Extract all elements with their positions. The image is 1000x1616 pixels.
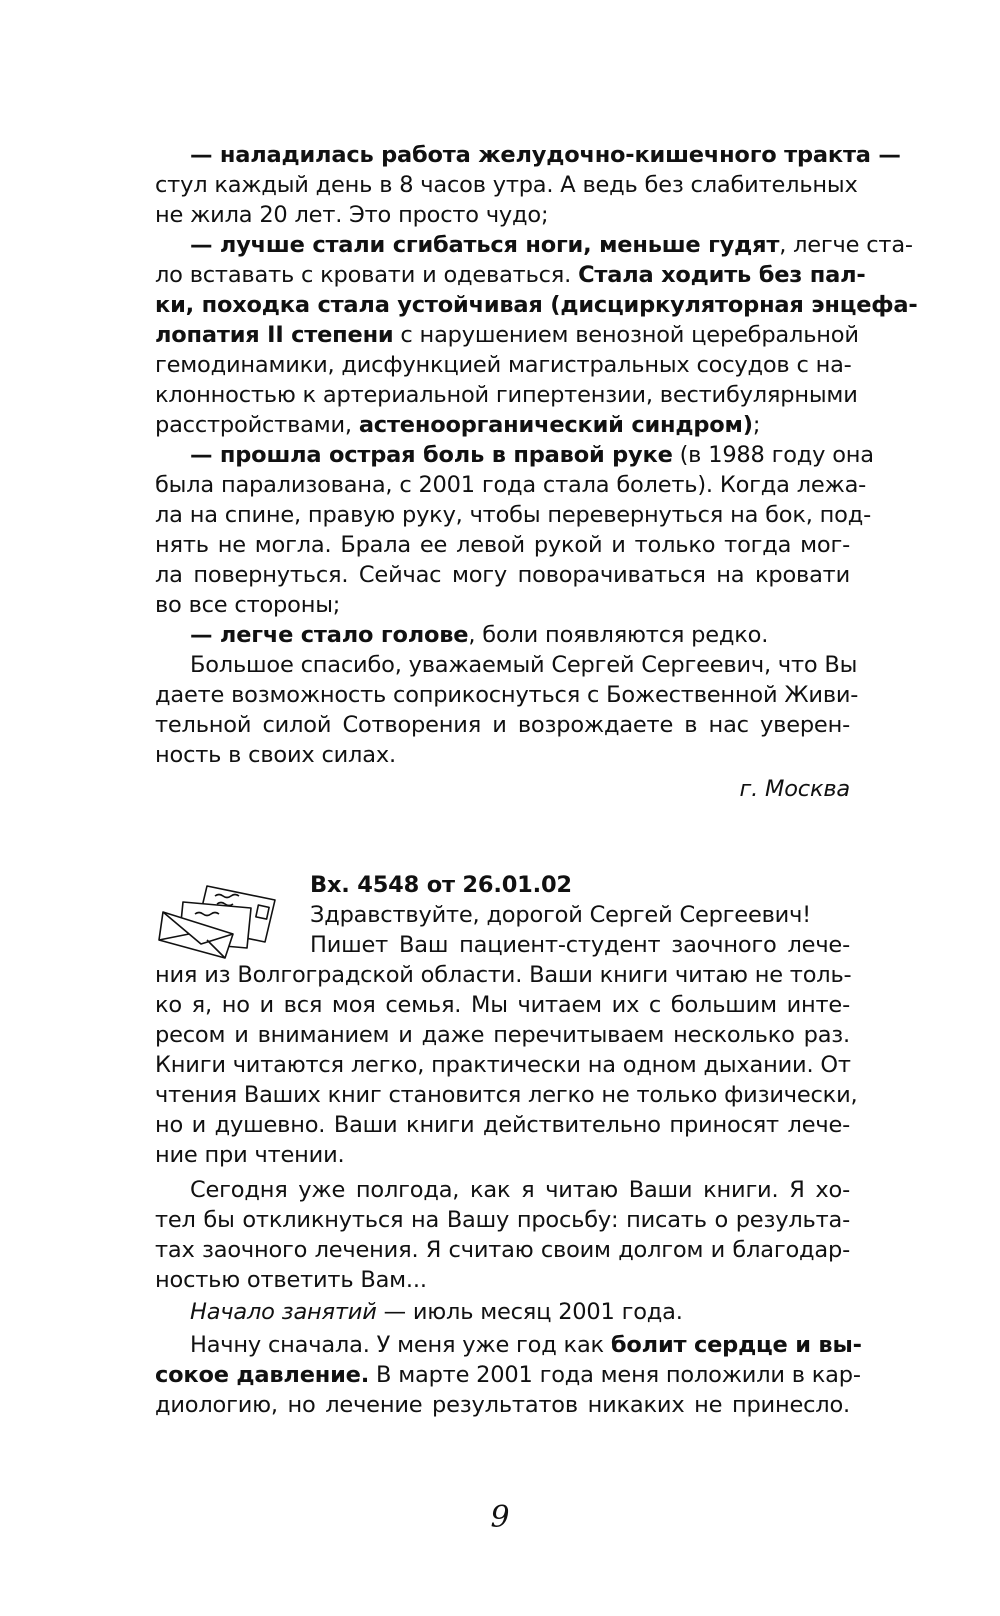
text-line — [155, 350, 850, 380]
text-line — [155, 1080, 858, 1110]
text-line — [155, 740, 850, 770]
text-segment: чтения Ваших книг становится легко не только физически, — [155, 1082, 858, 1108]
text-line — [190, 1175, 850, 1205]
text-segment: В марте 2001 года меня положили в кар- — [369, 1362, 861, 1388]
text-segment: с нарушением венозной церебральной — [393, 322, 859, 348]
text-segment: Большое спасибо, уважаемый Сергей Сергеевич, что Вы — [190, 652, 858, 678]
text-segment: ния из Волгоградской области. Ваши книги читаю не толь- — [155, 962, 852, 988]
text-line — [155, 960, 850, 990]
text-segment: ностью ответить Вам... — [155, 1267, 427, 1293]
text-line — [155, 1205, 850, 1235]
text-segment: Начну сначала. У меня уже год как — [190, 1332, 611, 1358]
text-line — [155, 470, 867, 500]
text-segment: — прошла острая боль в правой руке — [190, 442, 673, 468]
text-line — [155, 170, 858, 200]
text-segment: ние при чтении. — [155, 1142, 345, 1168]
text-segment: Начало занятий — [190, 1299, 377, 1325]
text-line — [155, 1265, 850, 1295]
text-line — [190, 620, 850, 650]
text-line — [310, 900, 850, 930]
text-segment: Вх. 4548 от 26.01.02 — [310, 872, 572, 898]
text-line — [190, 1330, 862, 1360]
text-segment: лопатия II степени — [155, 322, 394, 348]
text-segment: диологию, но лечение результатов никаких не принесло. — [155, 1392, 850, 1418]
text-segment: ность в своих силах. — [155, 742, 396, 768]
text-line — [190, 650, 858, 680]
text-line — [155, 1050, 850, 1080]
text-segment: ки, походка стала устойчивая (дисциркуляторная энцефа- — [155, 292, 918, 318]
text-line — [190, 140, 901, 170]
text-segment: даете возможность соприкоснуться с Божественной Живи- — [155, 682, 859, 708]
text-segment: (в 1988 году она — [672, 442, 874, 468]
page-number: 9 — [490, 1500, 510, 1535]
text-line — [155, 590, 850, 620]
text-segment: Сегодня уже полгода, как я читаю Ваши книги. Я хо- — [190, 1177, 850, 1203]
text-segment: — наладилась работа желудочно-кишечного тракта — — [190, 142, 901, 168]
text-segment: Стала ходить без пал- — [578, 262, 866, 288]
text-segment: во все стороны; — [155, 592, 341, 618]
text-segment: болит сердце и вы- — [610, 1332, 862, 1358]
text-segment: — легче стало голове — [190, 622, 469, 648]
text-line — [155, 560, 850, 590]
text-line — [155, 1020, 850, 1050]
text-line — [155, 1140, 850, 1170]
text-line — [155, 200, 850, 230]
text-segment: Здравствуйте, дорогой Сергей Сергеевич! — [310, 902, 811, 928]
text-line — [155, 680, 859, 710]
text-segment: стул каждый день в 8 часов утра. А ведь без слабительных — [155, 172, 858, 198]
signature-city — [155, 774, 850, 804]
letter-header — [310, 870, 850, 900]
text-line — [155, 990, 850, 1020]
text-segment: — лучше стали сгибаться ноги, меньше гудят — [190, 232, 780, 258]
text-line — [155, 1390, 850, 1420]
text-line — [155, 1110, 850, 1140]
text-segment: клонностью к артериальной гипертензии, вестибулярными — [155, 382, 858, 408]
text-segment: , боли появляются редко. — [468, 622, 769, 648]
text-segment: , легче ста- — [779, 232, 913, 258]
text-segment: нять не могла. Брала ее левой рукой и только тогда мог- — [155, 532, 850, 558]
text-line — [155, 290, 918, 320]
text-line — [155, 710, 850, 740]
text-segment: ; — [752, 412, 761, 438]
text-line — [155, 530, 850, 560]
text-line — [190, 440, 874, 470]
text-segment: расстройствами, — [155, 412, 359, 438]
text-segment: Книги читаются легко, практически на одном дыхании. От — [155, 1052, 851, 1078]
text-line — [190, 1297, 850, 1327]
text-line — [155, 410, 850, 440]
text-segment: тел бы откликнуться на Вашу просьбу: писать о результа- — [155, 1207, 850, 1233]
text-segment: ресом и вниманием и даже перечитываем несколько раз. — [155, 1022, 850, 1048]
text-line — [155, 380, 858, 410]
text-segment: ла повернуться. Сейчас могу поворачиваться на кровати — [155, 562, 850, 588]
text-segment: не жила 20 лет. Это просто чудо; — [155, 202, 549, 228]
text-segment: Пишет Ваш пациент-студент заочного лече- — [310, 932, 850, 958]
text-segment: но и душевно. Ваши книги действительно приносят лече- — [155, 1112, 850, 1138]
text-line — [155, 500, 872, 530]
text-segment: тах заочного лечения. Я считаю своим долгом и благодар- — [155, 1237, 850, 1263]
text-segment: гемодинамики, дисфункцией магистральных сосудов с на- — [155, 352, 852, 378]
text-line — [190, 230, 913, 260]
text-line — [155, 1235, 850, 1265]
text-segment: сокое давление. — [155, 1362, 370, 1388]
text-segment: тельной силой Сотворения и возрождаете в нас уверен- — [155, 712, 850, 738]
text-segment: ло вставать с кровати и одеваться. — [155, 262, 579, 288]
text-segment: была парализована, с 2001 года стала болеть). Когда лежа- — [155, 472, 867, 498]
text-segment: г. Москва — [739, 776, 850, 802]
text-segment: астеноорганический синдром) — [358, 412, 753, 438]
text-line — [155, 260, 866, 290]
text-segment: ко я, но и вся моя семья. Мы читаем их с большим инте- — [155, 992, 850, 1018]
text-line — [155, 1360, 861, 1390]
text-segment: — июль месяц 2001 года. — [376, 1299, 683, 1325]
envelope-letters-icon — [155, 882, 283, 964]
text-line — [310, 930, 850, 960]
text-segment: ла на спине, правую руку, чтобы перевернуться на бок, под- — [155, 502, 872, 528]
text-line — [155, 320, 859, 350]
